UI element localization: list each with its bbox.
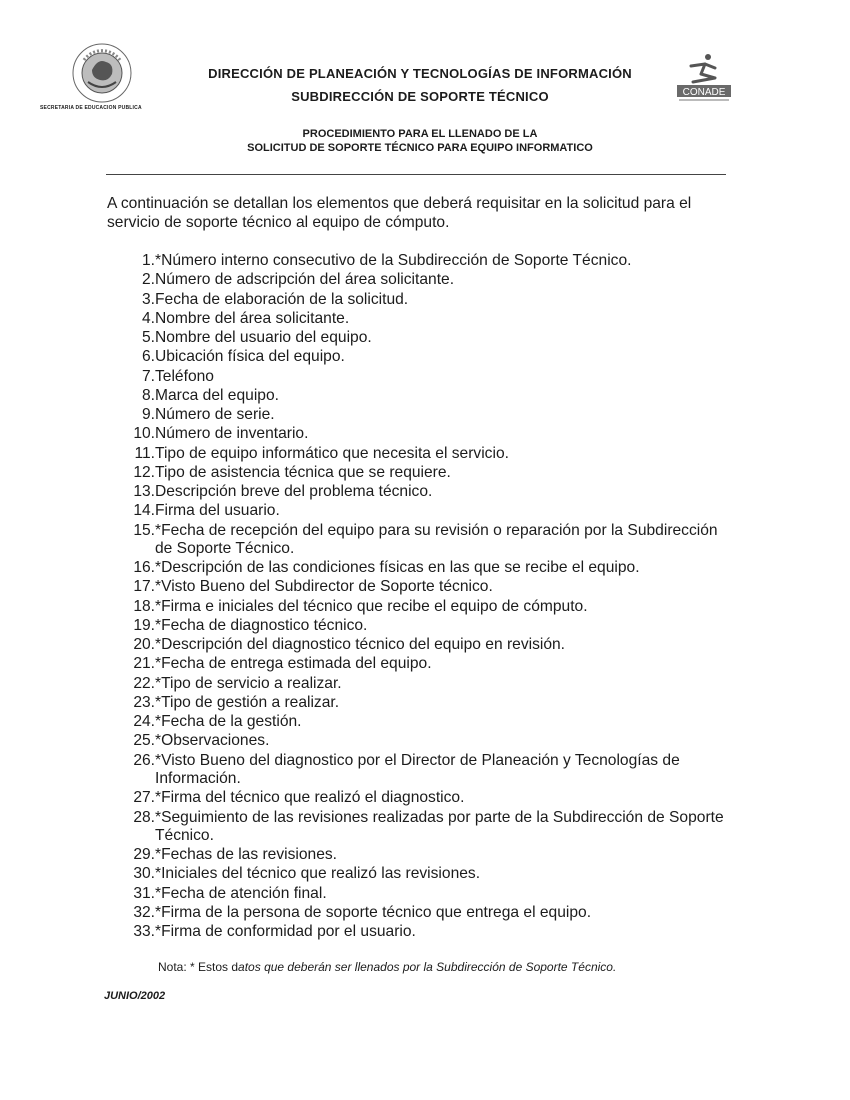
list-item — [118, 598, 738, 616]
list-item-text: *Fecha de atención final. — [155, 884, 327, 902]
list-item — [118, 445, 738, 463]
list-item-number: 25. — [133, 732, 155, 750]
list-item-number: 29. — [133, 846, 155, 864]
list-item-text: *Visto Bueno del Subdirector de Soporte técnico. — [155, 578, 493, 596]
list-item-text: Tipo de asistencia técnica que se requiere. — [155, 463, 451, 481]
list-item — [118, 329, 738, 347]
list-item-text: *Firma de conformidad por el usuario. — [155, 923, 416, 941]
intro-paragraph: A continuación se detallan los elementos que deberá requisitar en la solicitud para el servicio de soporte técnico al equipo de cómputo. — [107, 195, 692, 231]
list-item — [118, 291, 738, 309]
list-item-text: Tipo de equipo informático que necesita el servicio. — [155, 444, 509, 462]
list-item-text: *Firma e iniciales del técnico que recibe el equipo de cómputo. — [155, 597, 588, 615]
list-item — [118, 904, 738, 922]
header-divider — [106, 174, 726, 175]
list-item-text: *Fecha de recepción del equipo para su revisión o reparación por la Subdirección de Soporte Técnico. — [155, 521, 718, 557]
list-item-number: 24. — [133, 713, 155, 731]
list-item-number: 6. — [141, 348, 155, 366]
list-item — [118, 310, 738, 328]
list-item-text: *Tipo de gestión a realizar. — [155, 693, 340, 711]
list-item-text: Firma del usuario. — [155, 502, 280, 520]
requirements-list — [118, 252, 738, 942]
footnote-prefix: Nota: * Estos d — [158, 960, 239, 974]
conade-runner-icon — [675, 52, 733, 104]
list-item — [118, 368, 738, 386]
list-item-text: Fecha de elaboración de la solicitud. — [155, 290, 409, 308]
list-item — [118, 865, 738, 883]
list-item-text: *Seguimiento de las revisiones realizadas por parte de la Subdirección de Soporte Técnico. — [155, 808, 724, 844]
procedure-title-line1: PROCEDIMIENTO PARA EL LLENADO DE LA — [302, 128, 538, 140]
header-title: DIRECCIÓN DE PLANEACIÓN Y TECNOLOGÍAS DE INFORMACIÓN — [208, 66, 632, 81]
list-item-text: *Tipo de servicio a realizar. — [155, 674, 342, 692]
list-item-text: Teléfono — [155, 367, 214, 385]
list-item — [118, 387, 738, 405]
list-item-number: 10. — [133, 425, 155, 443]
list-item-number: 18. — [133, 597, 155, 615]
list-item — [118, 559, 738, 577]
list-item — [118, 406, 738, 424]
list-item-text: Nombre del usuario del equipo. — [155, 329, 372, 346]
list-item-text: *Visto Bueno del diagnostico por el Director de Planeación y Tecnologías de Información. — [155, 751, 680, 788]
footnote-italic: atos que deberán ser llenados por la Subdirección de Soporte Técnico. — [238, 960, 617, 974]
list-item — [118, 675, 738, 693]
list-item-text: Número de inventario. — [155, 425, 309, 443]
list-item-text: Número de adscripción del área solicitante. — [155, 271, 455, 289]
list-item — [118, 752, 738, 789]
list-item — [118, 522, 738, 559]
list-item-number: 2. — [141, 271, 155, 289]
list-item-number: 7. — [141, 367, 155, 385]
agency-label: SECRETARIA DE EDUCACION PUBLICA — [40, 105, 142, 111]
mexican-coat-of-arms-icon — [70, 42, 134, 104]
list-item-text: Descripción breve del problema técnico. — [155, 483, 433, 500]
list-item-text: Nombre del área solicitante. — [155, 309, 350, 327]
list-item-number: 28. — [133, 808, 155, 826]
list-item-number: 32. — [133, 903, 155, 921]
list-item-number: 4. — [141, 309, 155, 327]
list-item — [118, 846, 738, 864]
list-item-number: 13. — [133, 483, 155, 500]
list-item-number: 19. — [133, 616, 155, 634]
list-item-number: 17. — [133, 578, 155, 596]
list-item — [118, 655, 738, 673]
list-item-number: 26. — [133, 751, 155, 769]
list-item — [118, 732, 738, 750]
list-item-text: *Observaciones. — [155, 732, 270, 750]
list-item-number: 22. — [133, 674, 155, 692]
list-item-number: 30. — [133, 865, 155, 883]
list-item — [118, 271, 738, 289]
list-item-number: 31. — [133, 884, 155, 902]
list-item-text: *Firma de la persona de soporte técnico que entrega el equipo. — [155, 903, 592, 921]
list-item-number: 3. — [141, 290, 155, 308]
list-item-text: Ubicación física del equipo. — [155, 348, 345, 366]
list-item — [118, 694, 738, 712]
list-item — [118, 809, 738, 846]
list-item-text: Marca del equipo. — [155, 386, 279, 404]
conade-logo-text: CONADE — [682, 87, 726, 98]
list-item — [118, 252, 738, 270]
list-item-number: 15. — [133, 521, 155, 539]
list-item-text: *Iniciales del técnico que realizó las revisiones. — [155, 865, 481, 883]
list-item-number: 23. — [133, 693, 155, 711]
list-item-text: *Descripción de las condiciones físicas en las que se recibe el equipo. — [155, 559, 640, 577]
list-item-number: 5. — [141, 329, 155, 346]
list-item-text: *Firma del técnico que realizó el diagnostico. — [155, 789, 465, 807]
list-item-number: 14. — [133, 502, 155, 520]
list-item-number: 8. — [141, 386, 155, 404]
list-item — [118, 617, 738, 635]
list-item — [118, 483, 738, 501]
list-item-number: 33. — [133, 923, 155, 941]
list-item-text: *Fecha de diagnostico técnico. — [155, 616, 368, 634]
list-item-text: *Fecha de la gestión. — [155, 713, 302, 731]
list-item — [118, 636, 738, 654]
list-item — [118, 502, 738, 520]
list-item-number: 20. — [133, 636, 155, 654]
list-item-number: 16. — [133, 559, 155, 577]
list-item-text: *Fecha de entrega estimada del equipo. — [155, 655, 432, 673]
list-item-number: 12. — [133, 463, 155, 481]
list-item-number: 27. — [133, 789, 155, 807]
list-item — [118, 464, 738, 482]
list-item-number: 9. — [141, 406, 155, 423]
list-item-text: Número de serie. — [155, 406, 275, 423]
list-item — [118, 923, 738, 941]
list-item — [118, 348, 738, 366]
list-item-text: *Fechas de las revisiones. — [155, 846, 338, 864]
list-item-text: *Descripción del diagnostico técnico del equipo en revisión. — [155, 636, 566, 654]
list-item — [118, 425, 738, 443]
list-item — [118, 789, 738, 807]
procedure-title-line2: SOLICITUD DE SOPORTE TÉCNICO PARA EQUIPO INFORMATICO — [247, 142, 593, 154]
list-item-text: *Número interno consecutivo de la Subdirección de Soporte Técnico. — [155, 252, 632, 269]
list-item-number: 1. — [141, 252, 155, 269]
list-item-number: 21. — [133, 655, 155, 673]
header-subtitle: SUBDIRECCIÓN DE SOPORTE TÉCNICO — [291, 89, 549, 104]
document-date: JUNIO/2002 — [104, 990, 166, 1002]
list-item — [118, 713, 738, 731]
list-item — [118, 578, 738, 596]
list-item — [118, 885, 738, 903]
list-item-number: 11. — [134, 444, 155, 462]
footnote — [158, 960, 758, 974]
